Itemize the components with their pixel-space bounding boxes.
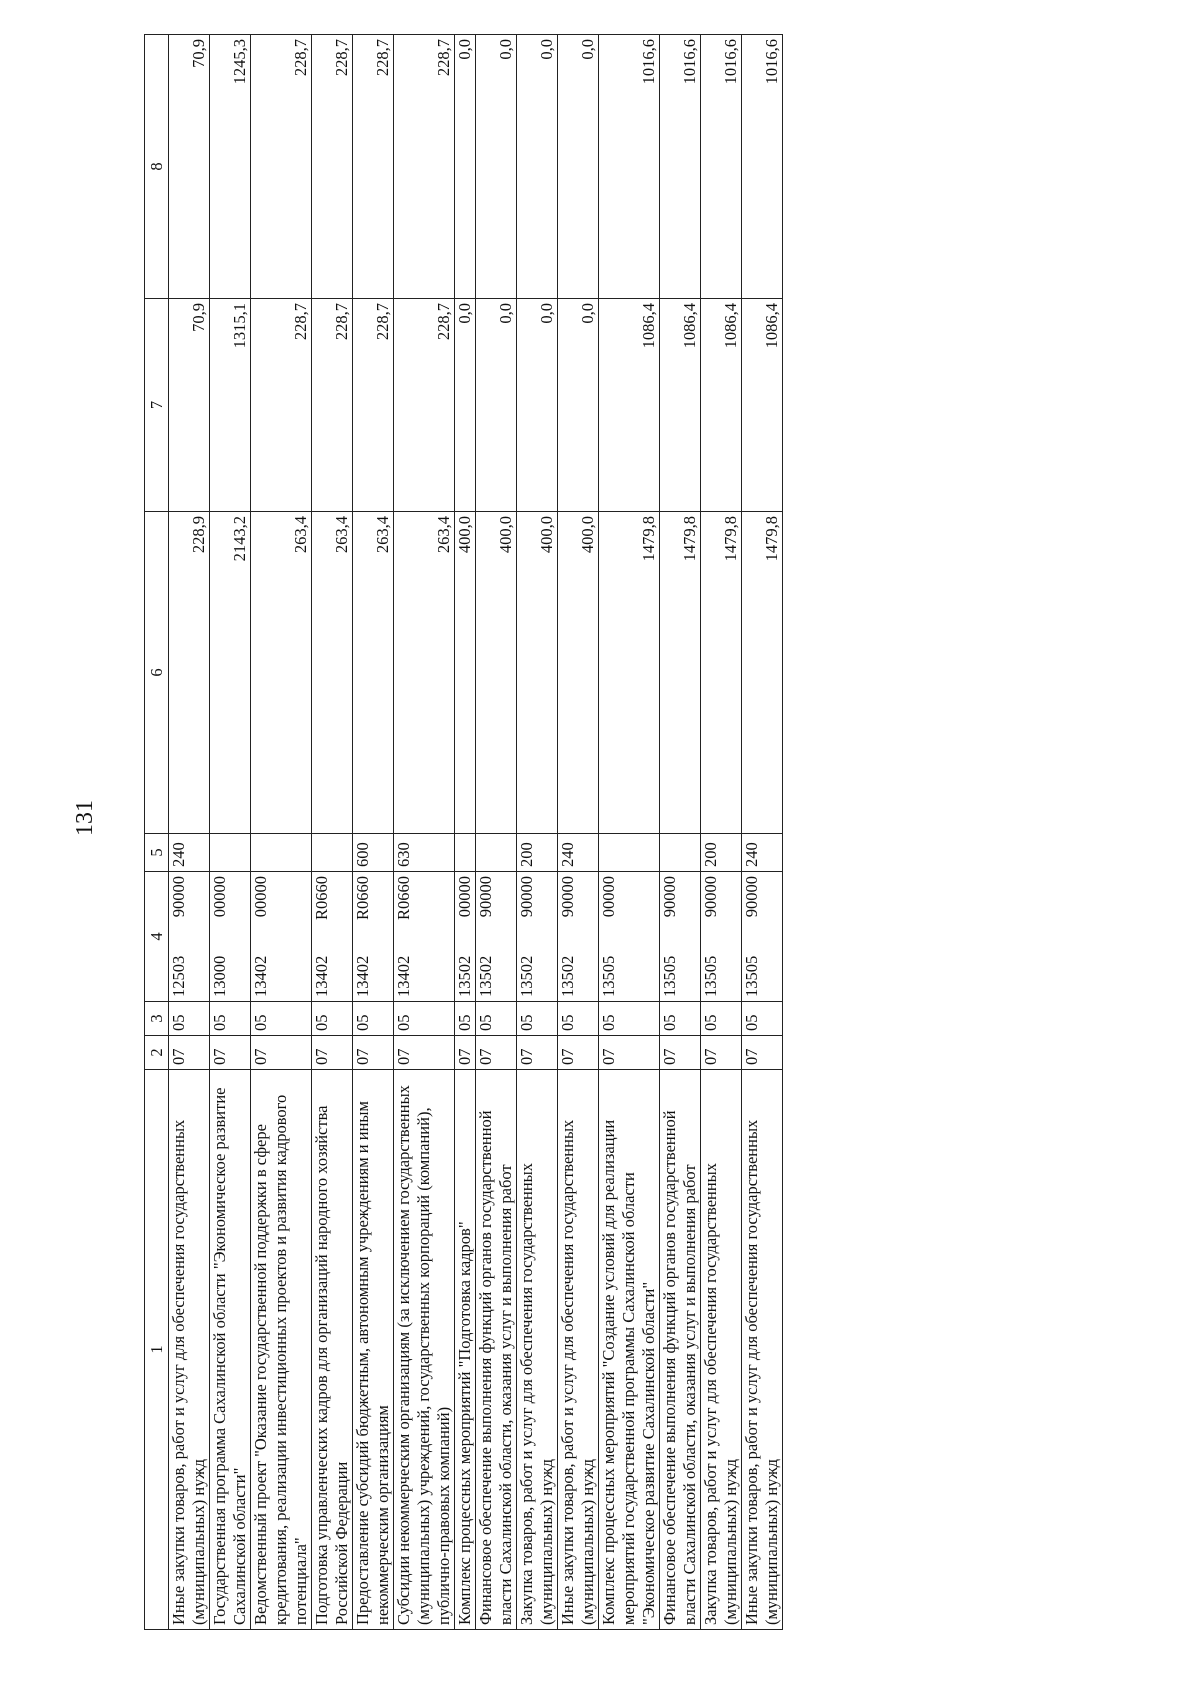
row-name: Иные закупки товаров, работ и услуг для обеспечения государственных (муниципальных) нужд [742, 1070, 783, 1630]
amount-col8: 0,0 [476, 35, 517, 299]
amount-col6: 400,0 [517, 512, 558, 834]
row-name: Закупка товаров, работ и услуг для обеспечения государственных (муниципальных) нужд [701, 1070, 742, 1630]
amount-col6: 228,9 [169, 512, 210, 834]
section-code: 07 [476, 1036, 517, 1070]
section-code: 07 [210, 1036, 251, 1070]
header-cell: 3 [145, 1002, 169, 1036]
amount-col7: 228,7 [312, 299, 353, 512]
amount-col6: 400,0 [476, 512, 517, 834]
subsection-code: 05 [701, 1002, 742, 1036]
direction-code: 00000 [251, 876, 270, 918]
target-article-code [210, 872, 251, 1002]
program-code: 13502 [476, 955, 495, 997]
target-article-code [353, 872, 394, 1002]
subsection-code: 05 [660, 1002, 701, 1036]
section-code: 07 [599, 1036, 660, 1070]
budget-table [144, 34, 783, 1630]
expense-type-code [312, 834, 353, 872]
header-cell: 4 [145, 872, 169, 1002]
section-code: 07 [558, 1036, 599, 1070]
section-code: 07 [455, 1036, 476, 1070]
expense-type-code [476, 834, 517, 872]
amount-col7: 228,7 [394, 299, 455, 512]
subsection-code: 05 [455, 1002, 476, 1036]
expense-type-code: 200 [517, 834, 558, 872]
program-code: 13502 [455, 955, 474, 997]
program-code: 13402 [353, 955, 372, 997]
table-row [476, 35, 517, 1630]
subsection-code: 05 [742, 1002, 783, 1036]
row-name: Государственная программа Сахалинской области "Экономическое развитие Сахалинской области" [210, 1070, 251, 1630]
table-row [312, 35, 353, 1630]
program-code: 13402 [251, 955, 270, 997]
target-article-code [599, 872, 660, 1002]
target-article-code [660, 872, 701, 1002]
direction-code: 90000 [517, 876, 536, 918]
budget-table-wrapper [144, 35, 1144, 1630]
section-code: 07 [394, 1036, 455, 1070]
program-code: 13505 [599, 955, 618, 997]
amount-col6: 263,4 [312, 512, 353, 834]
row-name: Предоставление субсидий бюджетным, автономным учреждениям и иным некоммерческим организациям [353, 1070, 394, 1630]
amount-col8: 228,7 [353, 35, 394, 299]
section-code: 07 [701, 1036, 742, 1070]
target-article-code [701, 872, 742, 1002]
expense-type-code: 630 [394, 834, 455, 872]
target-article-code [455, 872, 476, 1002]
amount-col6: 263,4 [251, 512, 312, 834]
target-article-code [394, 872, 455, 1002]
program-code: 13502 [517, 955, 536, 997]
direction-code: R0660 [394, 876, 413, 921]
amount-col7: 228,7 [251, 299, 312, 512]
expense-type-code [210, 834, 251, 872]
section-code: 07 [169, 1036, 210, 1070]
subsection-code: 05 [312, 1002, 353, 1036]
amount-col8: 1016,6 [742, 35, 783, 299]
target-article-code [169, 872, 210, 1002]
amount-col7: 0,0 [558, 299, 599, 512]
row-name: Финансовое обеспечение выполнения функций органов государственной власти Сахалинской области, оказания услуг и выполнения работ [660, 1070, 701, 1630]
amount-col6: 1479,8 [742, 512, 783, 834]
amount-col7: 228,7 [353, 299, 394, 512]
direction-code: R0660 [353, 876, 372, 921]
section-code: 07 [517, 1036, 558, 1070]
program-code: 13505 [742, 955, 761, 997]
expense-type-code [251, 834, 312, 872]
amount-col6: 263,4 [394, 512, 455, 834]
direction-code: R0660 [312, 876, 331, 921]
amount-col7: 1315,1 [210, 299, 251, 512]
target-article-code [251, 872, 312, 1002]
amount-col7: 0,0 [476, 299, 517, 512]
section-code: 07 [312, 1036, 353, 1070]
amount-col8: 1016,6 [599, 35, 660, 299]
header-cell: 8 [145, 35, 169, 299]
amount-col8: 228,7 [251, 35, 312, 299]
program-code: 13505 [660, 955, 679, 997]
subsection-code: 05 [558, 1002, 599, 1036]
direction-code: 90000 [701, 876, 720, 918]
direction-code: 00000 [210, 876, 229, 918]
direction-code: 90000 [660, 876, 679, 918]
table-row [558, 35, 599, 1630]
section-code: 07 [742, 1036, 783, 1070]
row-name: Иные закупки товаров, работ и услуг для обеспечения государственных (муниципальных) нужд [558, 1070, 599, 1630]
program-code: 13402 [312, 955, 331, 997]
row-name: Иные закупки товаров, работ и услуг для обеспечения государственных (муниципальных) нужд [169, 1070, 210, 1630]
target-article-code [558, 872, 599, 1002]
table-row [353, 35, 394, 1630]
program-code: 13505 [701, 955, 720, 997]
table-body [169, 35, 783, 1630]
header-cell: 2 [145, 1036, 169, 1070]
direction-code: 90000 [476, 876, 495, 918]
row-name: Подготовка управленческих кадров для организаций народного хозяйства Российской Федерации [312, 1070, 353, 1630]
header-cell: 6 [145, 512, 169, 834]
amount-col7: 0,0 [517, 299, 558, 512]
direction-code: 90000 [558, 876, 577, 918]
table-row [455, 35, 476, 1630]
row-name: Финансовое обеспечение выполнения функций органов государственной власти Сахалинской области, оказания услуг и выполнения работ [476, 1070, 517, 1630]
amount-col6: 400,0 [558, 512, 599, 834]
subsection-code: 05 [394, 1002, 455, 1036]
expense-type-code: 240 [169, 834, 210, 872]
table-row [394, 35, 455, 1630]
expense-type-code [455, 834, 476, 872]
section-code: 07 [251, 1036, 312, 1070]
amount-col6: 2143,2 [210, 512, 251, 834]
header-cell: 7 [145, 299, 169, 512]
subsection-code: 05 [353, 1002, 394, 1036]
subsection-code: 05 [169, 1002, 210, 1036]
program-code: 13502 [558, 955, 577, 997]
subsection-code: 05 [251, 1002, 312, 1036]
amount-col7: 70,9 [169, 299, 210, 512]
row-name: Закупка товаров, работ и услуг для обеспечения государственных (муниципальных) нужд [517, 1070, 558, 1630]
expense-type-code [660, 834, 701, 872]
row-name: Ведомственный проект "Оказание государственной поддержки в сфере кредитования, реализации инвестиционных проектов и развития кадрового потенциала" [251, 1070, 312, 1630]
amount-col6: 1479,8 [660, 512, 701, 834]
program-code: 12503 [169, 955, 188, 997]
target-article-code [476, 872, 517, 1002]
amount-col8: 1245,3 [210, 35, 251, 299]
target-article-code [742, 872, 783, 1002]
table-row [701, 35, 742, 1630]
section-code: 07 [353, 1036, 394, 1070]
amount-col8: 0,0 [455, 35, 476, 299]
table-row [660, 35, 701, 1630]
amount-col7: 1086,4 [701, 299, 742, 512]
direction-code: 90000 [169, 876, 188, 918]
header-row [145, 35, 169, 1630]
amount-col6: 1479,8 [701, 512, 742, 834]
subsection-code: 05 [599, 1002, 660, 1036]
subsection-code: 05 [517, 1002, 558, 1036]
direction-code: 90000 [742, 876, 761, 918]
amount-col8: 1016,6 [701, 35, 742, 299]
amount-col8: 0,0 [558, 35, 599, 299]
expense-type-code: 200 [701, 834, 742, 872]
table-row [251, 35, 312, 1630]
table-row [517, 35, 558, 1630]
program-code: 13000 [210, 955, 229, 997]
target-article-code [312, 872, 353, 1002]
amount-col7: 1086,4 [599, 299, 660, 512]
section-code: 07 [660, 1036, 701, 1070]
amount-col7: 1086,4 [742, 299, 783, 512]
table-row [599, 35, 660, 1630]
expense-type-code: 240 [742, 834, 783, 872]
program-code: 13402 [394, 955, 413, 997]
subsection-code: 05 [210, 1002, 251, 1036]
amount-col8: 1016,6 [660, 35, 701, 299]
expense-type-code [599, 834, 660, 872]
expense-type-code: 240 [558, 834, 599, 872]
subsection-code: 05 [476, 1002, 517, 1036]
header-cell: 1 [145, 1070, 169, 1630]
amount-col7: 1086,4 [660, 299, 701, 512]
expense-type-code: 600 [353, 834, 394, 872]
amount-col6: 1479,8 [599, 512, 660, 834]
amount-col8: 70,9 [169, 35, 210, 299]
amount-col6: 400,0 [455, 512, 476, 834]
amount-col8: 0,0 [517, 35, 558, 299]
row-name: Субсидии некоммерческим организациям (за исключением государственных (муниципальных) учреждений, государственных корпораций (компаний), публично-правовых компаний) [394, 1070, 455, 1630]
table-row [169, 35, 210, 1630]
direction-code: 00000 [599, 876, 618, 918]
header-cell: 5 [145, 834, 169, 872]
amount-col6: 263,4 [353, 512, 394, 834]
table-row [210, 35, 251, 1630]
page-number: 131 [72, 800, 98, 836]
amount-col8: 228,7 [394, 35, 455, 299]
row-name: Комплекс процессных мероприятий "Подготовка кадров" [455, 1070, 476, 1630]
target-article-code [517, 872, 558, 1002]
table-row [742, 35, 783, 1630]
amount-col7: 0,0 [455, 299, 476, 512]
row-name: Комплекс процессных мероприятий "Создание условий для реализации мероприятий государственной программы Сахалинской области "Экономическое развитие Сахалинской области" [599, 1070, 660, 1630]
direction-code: 00000 [455, 876, 474, 918]
amount-col8: 228,7 [312, 35, 353, 299]
